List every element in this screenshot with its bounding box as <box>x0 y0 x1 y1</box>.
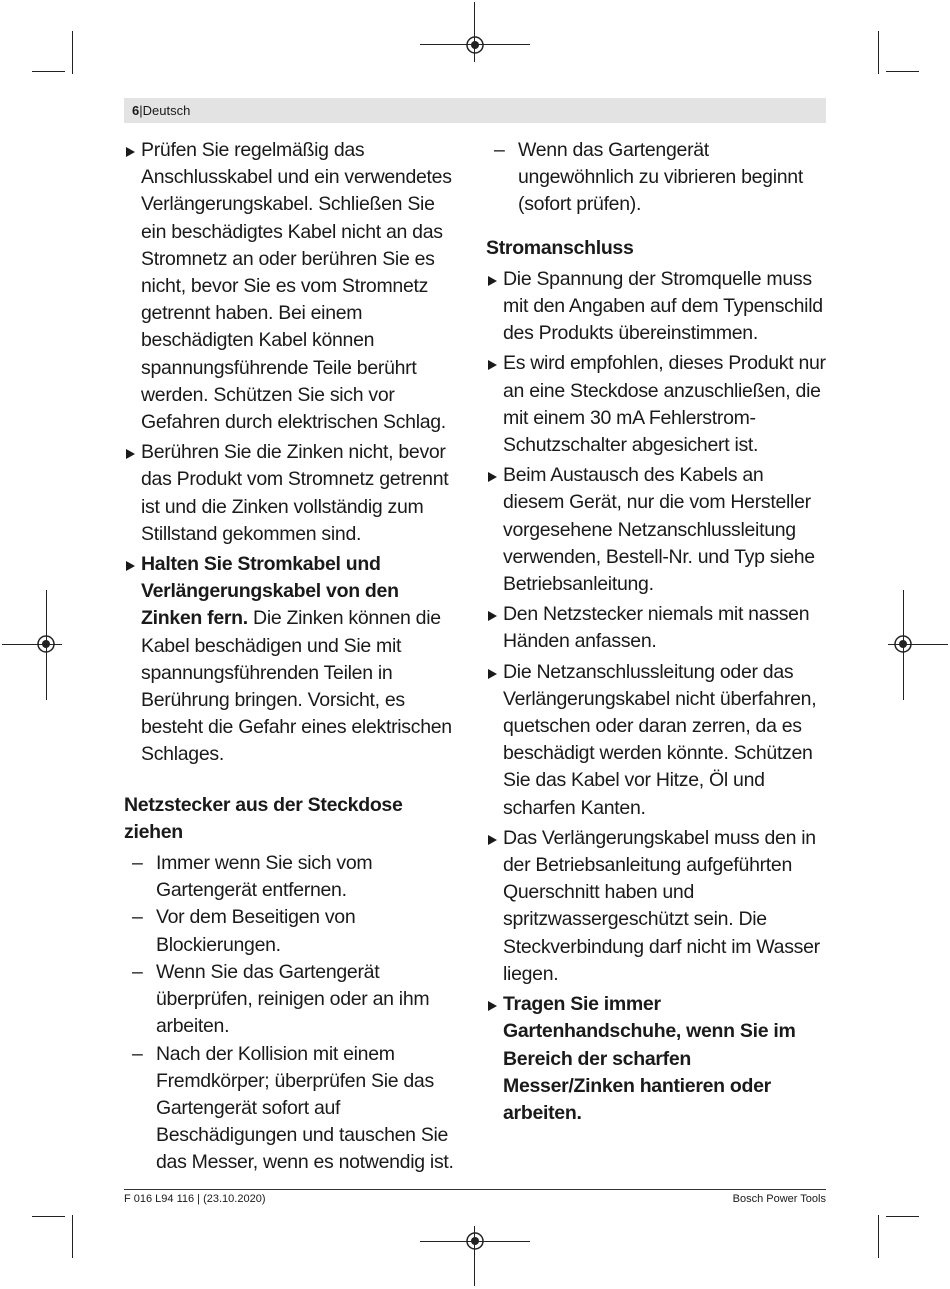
header-separator: | <box>139 103 143 118</box>
registration-target-icon <box>465 1231 485 1251</box>
safety-bullet: Das Verlängerungskabel muss den in der Betriebsanleitung aufgeführten Querschnitt haben und spritzwassergeschützt sein. Die Steckverbindung darf nicht im Wasser liegen. <box>486 825 826 988</box>
document-id: F 016 L94 116 | (23.10.2020) <box>124 1193 266 1205</box>
safety-bullet: Den Netzstecker niemals mit nassen Händen anfassen. <box>486 601 826 655</box>
safety-bullet-text: Die Zinken können die Kabel beschädigen und Sie mit spannungsführenden Teilen in Berührung bringen. Vorsicht, es besteht die Gefahr eines elektrischen Schlages. <box>141 607 452 766</box>
crop-mark <box>32 71 65 72</box>
crop-mark <box>878 31 879 74</box>
crop-mark <box>886 1216 919 1217</box>
safety-bullet: Beim Austausch des Kabels an diesem Gerät, nur die vom Hersteller vorgesehene Netzanschlussleitung verwenden, Bestell-Nr. und Typ siehe Betriebsanleitung. <box>486 462 826 598</box>
page-number: 6 <box>132 103 140 118</box>
section-heading: Stromanschluss <box>486 236 634 259</box>
safety-bullet <box>124 551 464 769</box>
section-heading: Netzstecker aus der Steckdose ziehen <box>124 793 403 843</box>
page-header <box>124 98 826 123</box>
safety-bullet: Die Netzanschlussleitung oder das Verlängerungskabel nicht überfahren, quetschen oder daran zerren, da es beschädigt werden könnte. Schützen Sie das Kabel vor Hitze, Öl und scharfen Kanten. <box>486 659 826 822</box>
crop-mark <box>886 71 919 72</box>
safety-bullet-bold: Tragen Sie immer Gartenhandschuhe, wenn Sie im Bereich der scharfen Messer/Zinken hantieren oder arbeiten. <box>486 991 826 1127</box>
safety-bullet-bold: Halten Sie Stromkabel und Verlängerungskabel von den Zinken fern. <box>141 553 399 630</box>
dash-item: – Nach der Kollision mit einem Fremdkörper; überprüfen Sie das Gartengerät sofort auf Beschädigungen und tauschen Sie das Messer, wenn es notwendig ist. <box>124 1041 464 1177</box>
safety-bullet: Berühren Sie die Zinken nicht, bevor das Produkt vom Stromnetz getrennt ist und die Zinken vollständig zum Stillstand gekommen sind. <box>124 439 464 548</box>
dash-item: – Wenn das Gartengerät ungewöhnlich zu vibrieren beginnt (sofort prüfen). <box>486 137 826 219</box>
registration-target-icon <box>893 634 913 654</box>
right-column <box>486 137 826 1130</box>
safety-bullet: Die Spannung der Stromquelle muss mit den Angaben auf dem Typenschild des Produkts übereinstimmen. <box>486 266 826 348</box>
safety-bullet: Es wird empfohlen, dieses Produkt nur an eine Steckdose anzuschließen, die mit einem 30 mA Fehlerstrom-Schutzschalter abgesichert ist. <box>486 350 826 459</box>
left-column <box>124 137 464 1177</box>
registration-target-icon <box>465 35 485 55</box>
dash-item: – Vor dem Beseitigen von Blockierungen. <box>124 904 464 958</box>
page-language: Deutsch <box>142 103 191 118</box>
dash-item: – Immer wenn Sie sich vom Gartengerät entfernen. <box>124 850 464 904</box>
crop-mark <box>878 1215 879 1258</box>
crop-mark <box>72 31 73 74</box>
registration-target-icon <box>36 634 56 654</box>
crop-mark <box>32 1216 65 1217</box>
safety-bullet: Prüfen Sie regelmäßig das Anschlusskabel und ein verwendetes Verlängerungskabel. Schließen Sie ein beschädigtes Kabel nicht an das Stromnetz an oder berühren Sie es nicht, bevor Sie es vom Stromnetz getrennt haben. Bei einem beschädigten Kabel können spannungsführende Teile berührt werden. Schützen Sie sich vor Gefahren durch elektrischen Schlag. <box>124 137 464 436</box>
dash-item: – Wenn Sie das Gartengerät überprüfen, reinigen oder an ihm arbeiten. <box>124 959 464 1041</box>
crop-mark <box>72 1215 73 1258</box>
page-footer <box>124 1189 826 1205</box>
brand-name: Bosch Power Tools <box>732 1193 826 1205</box>
